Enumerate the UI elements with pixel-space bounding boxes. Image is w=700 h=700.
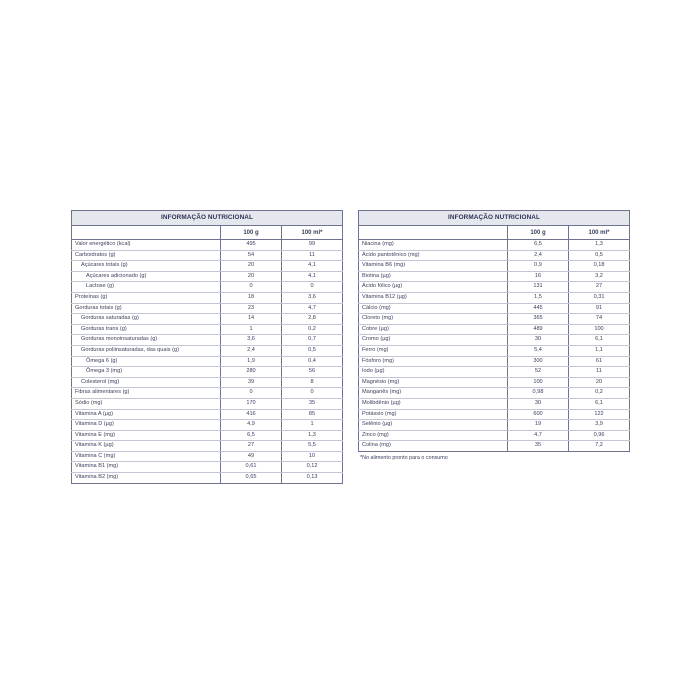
table-row (72, 462, 343, 473)
value-100ml: 1,1 (569, 345, 630, 356)
nutrient-name: Açúcares totais (g) (72, 261, 221, 272)
table-title: INFORMAÇÃO NUTRICIONAL (359, 211, 630, 226)
nutrient-name: Ácido fólico (µg) (359, 282, 508, 293)
nutrient-name: Açúcares adicionado (g) (72, 271, 221, 282)
value-100g: 1,5 (508, 292, 569, 303)
value-100g: 0,61 (221, 462, 282, 473)
value-100ml: 4,7 (282, 303, 343, 314)
value-100ml: 0,96 (569, 430, 630, 441)
table-row (359, 261, 630, 272)
table-row (359, 345, 630, 356)
nutrient-name: Ácido pantotênico (mg) (359, 250, 508, 261)
value-100ml: 5,5 (282, 441, 343, 452)
nutrient-name: Cloreto (mg) (359, 314, 508, 325)
value-100ml: 85 (282, 409, 343, 420)
value-100g: 30 (508, 335, 569, 346)
nutrient-name: Colesterol (mg) (72, 377, 221, 388)
nutrient-name: Gorduras saturadas (g) (72, 314, 221, 325)
value-100ml: 56 (282, 367, 343, 378)
nutrient-name: Carboidratos (g) (72, 250, 221, 261)
value-100ml: 0 (282, 388, 343, 399)
nutrient-name: Sódio (mg) (72, 398, 221, 409)
value-100g: 54 (221, 250, 282, 261)
nutrient-name: Proteínas (g) (72, 292, 221, 303)
value-100ml: 11 (569, 367, 630, 378)
table-row (72, 398, 343, 409)
value-100ml: 3,6 (282, 292, 343, 303)
value-100ml: 4,1 (282, 261, 343, 272)
table-row (72, 335, 343, 346)
value-100ml: 1,3 (282, 430, 343, 441)
value-100ml: 27 (569, 282, 630, 293)
table-row (359, 367, 630, 378)
value-100ml: 11 (282, 250, 343, 261)
nutrient-name: Cobre (µg) (359, 324, 508, 335)
value-100ml: 0,31 (569, 292, 630, 303)
value-100g: 0,98 (508, 388, 569, 399)
value-100ml: 1,3 (569, 240, 630, 251)
nutrient-name: Fósforo (mg) (359, 356, 508, 367)
value-100ml: 0 (282, 282, 343, 293)
value-100ml: 1 (282, 420, 343, 431)
value-100ml: 7,2 (569, 441, 630, 452)
value-100g: 49 (221, 451, 282, 462)
nutrient-name: Vitamina A (µg) (72, 409, 221, 420)
nutrition-table-left (71, 210, 343, 484)
value-100g: 3,6 (221, 335, 282, 346)
value-100g: 2,4 (508, 250, 569, 261)
table-row (72, 367, 343, 378)
column-header-100ml: 100 ml* (282, 226, 343, 240)
table-row (359, 271, 630, 282)
table-row (72, 314, 343, 325)
table-body (72, 240, 343, 484)
value-100g: 100 (508, 377, 569, 388)
value-100g: 5,4 (508, 345, 569, 356)
value-100g: 365 (508, 314, 569, 325)
nutrient-name: Ferro (mg) (359, 345, 508, 356)
value-100g: 52 (508, 367, 569, 378)
value-100g: 39 (221, 377, 282, 388)
table-row (359, 324, 630, 335)
nutrient-name: Valor energético (kcal) (72, 240, 221, 251)
table-row (72, 282, 343, 293)
value-100g: 16 (508, 271, 569, 282)
nutrition-panel-right (358, 210, 629, 461)
value-100g: 14 (221, 314, 282, 325)
value-100ml: 6,1 (569, 335, 630, 346)
nutrient-name: Biotina (µg) (359, 271, 508, 282)
value-100g: 20 (221, 261, 282, 272)
value-100ml: 74 (569, 314, 630, 325)
table-row (72, 451, 343, 462)
nutrient-name: Niacina (mg) (359, 240, 508, 251)
nutrient-name: Lactose (g) (72, 282, 221, 293)
table-row (72, 271, 343, 282)
table-row (359, 409, 630, 420)
nutrient-name: Vitamina C (mg) (72, 451, 221, 462)
column-header-100g: 100 g (508, 226, 569, 240)
value-100g: 2,4 (221, 345, 282, 356)
nutrient-name: Potássio (mg) (359, 409, 508, 420)
value-100ml: 0,5 (569, 250, 630, 261)
value-100g: 20 (221, 271, 282, 282)
value-100ml: 0,13 (282, 473, 343, 484)
table-row (72, 292, 343, 303)
value-100g: 0 (221, 388, 282, 399)
value-100g: 23 (221, 303, 282, 314)
column-header-name (359, 226, 508, 240)
value-100ml: 0,18 (569, 261, 630, 272)
value-100g: 495 (221, 240, 282, 251)
nutrient-name: Gorduras poliinsaturadas, das quais (g) (72, 345, 221, 356)
table-row (359, 430, 630, 441)
nutrient-name: Gorduras totais (g) (72, 303, 221, 314)
table-body (359, 240, 630, 452)
nutrient-name: Ômega 3 (mg) (72, 367, 221, 378)
nutrient-name: Iodo (µg) (359, 367, 508, 378)
nutrient-name: Ômega 6 (g) (72, 356, 221, 367)
table-row (72, 303, 343, 314)
value-100ml: 2,8 (282, 314, 343, 325)
column-header-name (72, 226, 221, 240)
value-100g: 18 (221, 292, 282, 303)
nutrient-name: Vitamina E (mg) (72, 430, 221, 441)
nutrition-table-right (358, 210, 630, 452)
table-row (72, 409, 343, 420)
column-header-100g: 100 g (221, 226, 282, 240)
nutrient-name: Fibras alimentares (g) (72, 388, 221, 399)
nutrient-name: Vitamina K (µg) (72, 441, 221, 452)
nutrient-name: Zinco (mg) (359, 430, 508, 441)
value-100ml: 0,5 (282, 345, 343, 356)
value-100ml: 0,2 (569, 388, 630, 399)
value-100g: 35 (508, 441, 569, 452)
value-100g: 19 (508, 420, 569, 431)
value-100g: 0,9 (508, 261, 569, 272)
value-100ml: 99 (282, 240, 343, 251)
value-100ml: 61 (569, 356, 630, 367)
table-row (72, 240, 343, 251)
column-header-100ml: 100 ml* (569, 226, 630, 240)
table-row (359, 282, 630, 293)
value-100ml: 3,2 (569, 271, 630, 282)
value-100g: 445 (508, 303, 569, 314)
table-row (72, 420, 343, 431)
value-100ml: 3,9 (569, 420, 630, 431)
value-100g: 4,9 (221, 420, 282, 431)
nutrient-name: Vitamina B1 (mg) (72, 462, 221, 473)
value-100g: 6,5 (221, 430, 282, 441)
value-100ml: 0,12 (282, 462, 343, 473)
table-row (359, 292, 630, 303)
nutrient-name: Selênio (µg) (359, 420, 508, 431)
value-100g: 27 (221, 441, 282, 452)
table-row (359, 377, 630, 388)
nutrient-name: Magnésio (mg) (359, 377, 508, 388)
table-title: INFORMAÇÃO NUTRICIONAL (72, 211, 343, 226)
table-row (72, 377, 343, 388)
nutrient-name: Vitamina B6 (mg) (359, 261, 508, 272)
value-100ml: 0,7 (282, 335, 343, 346)
nutrient-name: Gorduras monoinsaturadas (g) (72, 335, 221, 346)
nutrition-panel-left (71, 210, 342, 484)
nutrient-name: Manganês (mg) (359, 388, 508, 399)
value-100ml: 4,1 (282, 271, 343, 282)
value-100g: 300 (508, 356, 569, 367)
value-100g: 489 (508, 324, 569, 335)
value-100g: 0 (221, 282, 282, 293)
value-100ml: 91 (569, 303, 630, 314)
value-100g: 0,65 (221, 473, 282, 484)
table-row (72, 345, 343, 356)
value-100g: 30 (508, 398, 569, 409)
table-row (72, 356, 343, 367)
footnote: *No alimento pronto para o consumo (360, 454, 448, 461)
value-100g: 1,9 (221, 356, 282, 367)
table-row (72, 430, 343, 441)
table-row (359, 441, 630, 452)
nutrient-name: Cálcio (mg) (359, 303, 508, 314)
value-100ml: 8 (282, 377, 343, 388)
value-100ml: 20 (569, 377, 630, 388)
table-row (359, 398, 630, 409)
table-row (72, 388, 343, 399)
value-100ml: 0,4 (282, 356, 343, 367)
value-100ml: 122 (569, 409, 630, 420)
value-100ml: 10 (282, 451, 343, 462)
value-100ml: 35 (282, 398, 343, 409)
table-row (359, 303, 630, 314)
value-100g: 4,7 (508, 430, 569, 441)
table-row (359, 356, 630, 367)
value-100g: 1 (221, 324, 282, 335)
nutrient-name: Vitamina B2 (mg) (75, 474, 119, 481)
table-row (72, 441, 343, 452)
table-row (359, 250, 630, 261)
value-100g: 131 (508, 282, 569, 293)
table-row (72, 261, 343, 272)
nutrient-name: Molibdênio (µg) (359, 398, 508, 409)
table-row (359, 388, 630, 399)
table-row (359, 240, 630, 251)
value-100ml: 100 (569, 324, 630, 335)
table-row (72, 250, 343, 261)
value-100g: 416 (221, 409, 282, 420)
value-100g: 600 (508, 409, 569, 420)
nutrient-name: Gorduras trans (g) (72, 324, 221, 335)
value-100g: 6,5 (508, 240, 569, 251)
value-100g: 170 (221, 398, 282, 409)
nutrient-name: Vitamina D (µg) (72, 420, 221, 431)
table-row (359, 335, 630, 346)
table-row (72, 473, 343, 484)
table-row (72, 324, 343, 335)
value-100ml: 0,2 (282, 324, 343, 335)
value-100ml: 6,1 (569, 398, 630, 409)
nutrient-name: Colina (mg) (362, 442, 391, 449)
table-row (359, 314, 630, 325)
nutrient-name: Vitamina B12 (µg) (359, 292, 508, 303)
table-row (359, 420, 630, 431)
value-100g: 280 (221, 367, 282, 378)
nutrient-name: Cromo (µg) (359, 335, 508, 346)
